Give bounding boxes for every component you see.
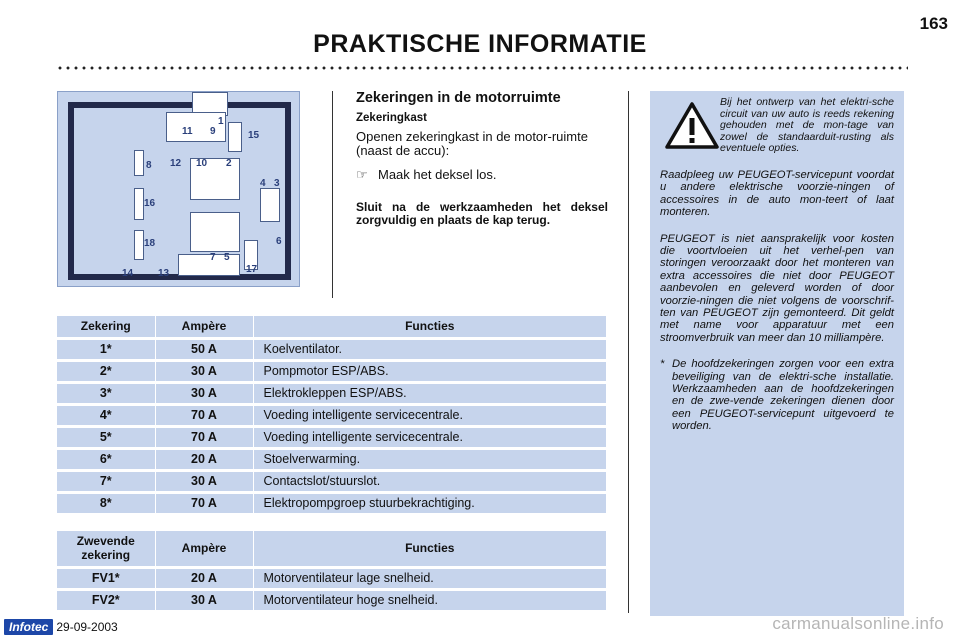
table-row (57, 470, 607, 492)
pointing-hand-icon: ☞ (356, 167, 368, 182)
fuse-function: Voeding intelligente servicecentrale. (253, 404, 607, 426)
fuse-id: 4* (57, 404, 155, 426)
fuse-id: 1* (57, 338, 155, 360)
design-note (660, 97, 894, 155)
diagram-frame-right (285, 102, 291, 280)
fuse-function: Voeding intelligente servicecentrale. (253, 426, 607, 448)
column-divider-left (332, 91, 333, 298)
diagram-label-3: 3 (274, 178, 280, 189)
table-row (57, 426, 607, 448)
diagram-label-6: 6 (276, 236, 282, 247)
panel-paragraph-consult: Raadpleeg uw PEUGEOT-servicepunt voordat u andere elektrische voorzie-ningen of accessoires in de auto mon-teert of laat monteren. (660, 168, 894, 219)
fuse-amp: 70 A (155, 492, 253, 514)
fuse-function: Stoelverwarming. (253, 448, 607, 470)
watermark: carmanualsonline.info (772, 614, 944, 633)
fuse-table-header (57, 316, 607, 338)
floating-table-header (57, 531, 607, 567)
diagram-label-9: 9 (210, 126, 216, 137)
fuse-function: Elektrokleppen ESP/ABS. (253, 382, 607, 404)
intro-section (356, 90, 608, 227)
fuse-id: 3* (57, 382, 155, 404)
asterisk-mark: * (660, 358, 665, 371)
instruction-text: Maak het deksel los. (378, 167, 497, 182)
fuse-function: Contactslot/stuurslot. (253, 470, 607, 492)
diagram-label-4: 4 (260, 178, 266, 189)
floating-fuse-table (57, 531, 607, 613)
close-cover-warning: Sluit na de werkzaamheden het deksel zorgvuldig en plaats de kap terug. (356, 200, 608, 227)
header-functions: Functies (253, 316, 607, 338)
diagram-label-11: 11 (182, 126, 193, 137)
fuse-amp: 30 A (155, 589, 253, 611)
diagram-label-1: 1 (218, 116, 224, 127)
fuse-function: Elektropompgroep stuurbekrachtiging. (253, 492, 607, 514)
diagram-label-5: 5 (224, 252, 230, 263)
table-row (57, 492, 607, 514)
fuse-id: FV2* (57, 589, 155, 611)
fuse-amp: 30 A (155, 382, 253, 404)
info-panel (650, 91, 904, 616)
fuse-amp: 70 A (155, 404, 253, 426)
diagram-label-10: 10 (196, 158, 208, 169)
fuse-amp: 20 A (155, 567, 253, 589)
intro-paragraph: Openen zekeringkast in de motor-ruimte (naast de accu): (356, 129, 588, 158)
diagram-label-12: 12 (170, 158, 182, 169)
footer (4, 619, 118, 635)
diagram-frame-top (68, 102, 291, 108)
diagram-relay-3 (178, 254, 240, 276)
panel-paragraph-liability: PEUGEOT is niet aansprakelijk voor kosten die voortvloeien uit het verhel-pen van storingen veroorzaakt door het monteren van extra accessoires die niet door PEUGEOT aanbevolen en geleverd worden of door voorzie-ningen die niet volgens de voorschrif-ten van PEUGEOT zijn gemonteerd. Dit geldt met name voor apparatuur met een stroomverbruik van meer dan 10 milliampère. (660, 232, 894, 344)
design-note-text: Bij het ontwerp van het elektri-sche circuit van uw auto is reeds rekening gehouden met de mon-tage van zowel de standaarduit-rusting als eventuele opties. (720, 96, 894, 155)
table-row (57, 448, 607, 470)
fuse-function: Koelventilator. (253, 338, 607, 360)
table-row (57, 382, 607, 404)
diagram-fuse-15 (228, 122, 242, 152)
table-row (57, 404, 607, 426)
header-fuse: Zekering (57, 316, 155, 338)
diagram-label-13: 13 (158, 268, 170, 279)
main-fuses-note-text: De hoofdzekeringen zorgen voor een extra beveiliging van de elektri-sche installatie. Werkzaamheden aan de hoofdzekeringen en de zwe-vende zekeringen dienen door een PEUGEOT-servicepunt uitgevoerd te worden. (672, 358, 894, 433)
diagram-label-7: 7 (210, 252, 216, 263)
header-ampere: Ampère (155, 316, 253, 338)
page-number: 163 (919, 14, 948, 33)
fuse-table (57, 316, 607, 516)
table-row (57, 589, 607, 611)
fuse-id: 7* (57, 470, 155, 492)
diagram-label-18: 18 (144, 238, 156, 249)
fuse-amp: 20 A (155, 448, 253, 470)
page-title: PRAKTISCHE INFORMATIE (313, 30, 647, 58)
header-ampere: Ampère (155, 531, 253, 567)
fuse-function: Pompmotor ESP/ABS. (253, 360, 607, 382)
section-heading: Zekeringen in de motorruimte (356, 90, 561, 106)
warning-triangle-icon (664, 101, 720, 151)
fuse-id: 6* (57, 448, 155, 470)
diagram-label-15: 15 (248, 130, 260, 141)
header-functions: Functies (253, 531, 607, 567)
column-divider-right (628, 91, 629, 613)
diagram-label-2: 2 (226, 158, 232, 169)
diagram-fuse-left-1 (134, 150, 144, 176)
fuse-amp: 30 A (155, 470, 253, 492)
fuse-amp: 30 A (155, 360, 253, 382)
diagram-fuse-left-3 (134, 230, 144, 260)
fuse-id: 8* (57, 492, 155, 514)
diagram-relay-2 (190, 212, 240, 252)
diagram-frame-left (68, 102, 74, 280)
table-row (57, 567, 607, 589)
fuse-id: 2* (57, 360, 155, 382)
dotted-divider (56, 66, 908, 70)
fuse-id: 5* (57, 426, 155, 448)
fuse-id: FV1* (57, 567, 155, 589)
fuse-function: Motorventilateur lage snelheid. (253, 567, 607, 589)
footer-date: 29-09-2003 (56, 620, 118, 634)
table-row (57, 338, 607, 360)
diagram-label-17: 17 (246, 264, 258, 275)
table-row (57, 360, 607, 382)
fuse-amp: 70 A (155, 426, 253, 448)
fuse-function: Motorventilateur hoge snelheid. (253, 589, 607, 611)
section-subheading: Zekeringkast (356, 112, 427, 124)
diagram-fuse-bank (166, 112, 226, 142)
diagram-label-8: 8 (146, 160, 152, 171)
header-floating-fuse: Zwevende zekering (57, 531, 155, 567)
fuse-box-diagram (57, 91, 300, 287)
diagram-fuse-right (260, 188, 280, 222)
main-fuses-note (660, 358, 894, 432)
infotec-logo: Infotec (4, 619, 53, 635)
diagram-label-14: 14 (122, 268, 134, 279)
fuse-amp: 50 A (155, 338, 253, 360)
diagram-fuse-left-2 (134, 188, 144, 220)
diagram-label-16: 16 (144, 198, 156, 209)
instruction-bullet (356, 167, 608, 183)
